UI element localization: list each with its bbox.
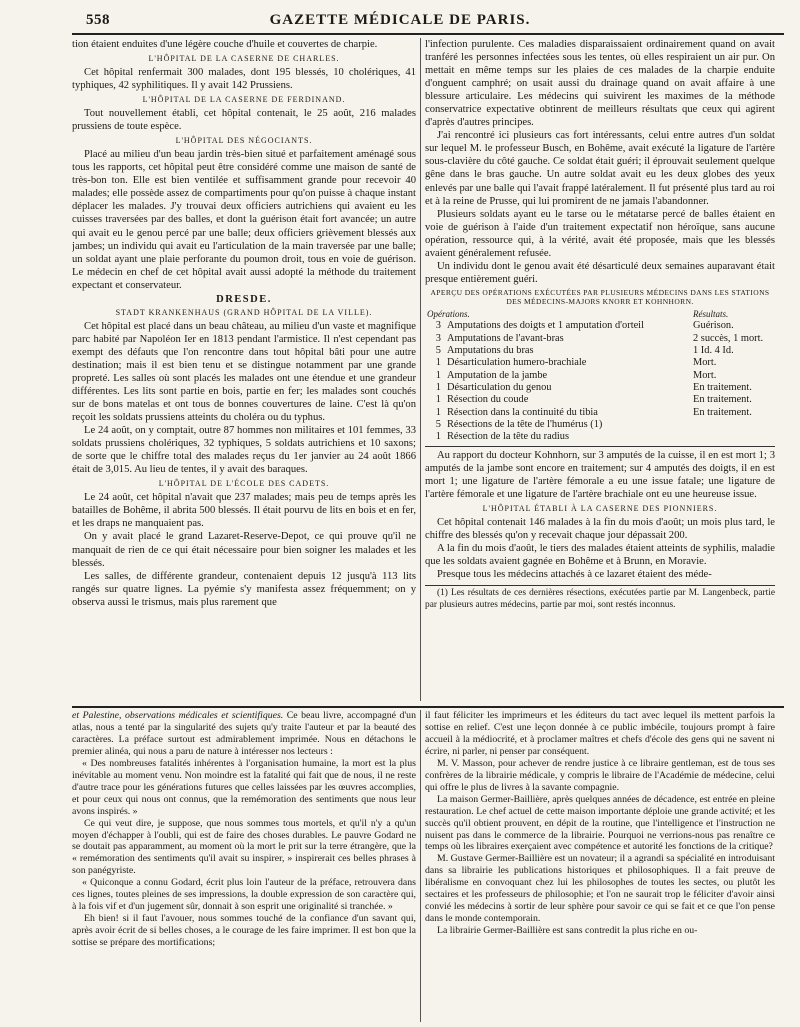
paragraph: A la fin du mois d'août, le tiers des malades étaient atteints de syphilis, maladie que les soldats avaient gagnée en Bohême et à Brunn, en Moravie. <box>425 542 775 567</box>
book-title: et Palestine, observations médicales et scientifiques. <box>72 710 284 721</box>
table-row <box>425 407 775 419</box>
row-count: 1 <box>435 357 441 369</box>
table-header-row <box>425 308 775 320</box>
running-header <box>0 10 800 32</box>
row-operation: Amputations du bras <box>447 344 534 356</box>
row-operation: Désarticulation du genou <box>447 381 552 393</box>
row-operation: Résection de la tête du radius <box>447 431 570 443</box>
row-result: Mort. <box>693 369 717 381</box>
paragraph: tion étaient enduites d'une légère couche d'huile et couvertes de charpie. <box>72 39 378 50</box>
paragraph: Presque tous les médecins attachés à ce lazaret étaient des méde- <box>437 569 712 581</box>
paragraph: La maison Germer-Baillière, après quelques années de décadence, est entrée en pleine restauration. Le chef actuel de cette maison importante déploie une grande activité; et les succès qu'il obtient prouvent, en dépit de la routine, que l'intelligence et l'instruction ne nuisent pas dans le commerce de la librairie. Pourquoi ne verrions-nous pas renaître ce temps où les libraires exerçaient avec compétence et autorité les fonctions de la critique? <box>425 793 775 853</box>
upper-left-column <box>72 38 416 701</box>
paragraph: La librairie Germer-Baillière est sans contredit la plus riche en ou- <box>437 925 698 937</box>
row-result: En traitement. <box>693 406 752 418</box>
row-count: 1 <box>435 394 441 406</box>
row-count: 3 <box>435 320 441 332</box>
table-row <box>425 345 775 357</box>
footnote: (1) Les résultats de ces dernières résections, exécutées partie par M. Langenbeck, partie par plusieurs autres médecins, partie par moi, sont restés inconnus. <box>425 588 775 610</box>
paragraph: Le 24 août, cet hôpital n'avait que 237 malades; mais peu de temps après les batailles de Bohême, il abrita 500 blessés. Il était pourvu de lits en bois et en fer, et les draps ne manquaient pas. <box>72 492 416 530</box>
row-result: Guérison. <box>693 320 734 332</box>
paragraph: Plusieurs soldats ayant eu le tarse ou le métatarse percé de balles étaient en voie de guérison à l'aide d'un traitement expectatif non héroïque, sans aucune opération, ressource qui, à la vérité, avait été proposée, mais que les blessés avaient généralement refusée. <box>425 208 775 259</box>
paragraph-text: Ce beau livre, accompagné d'un atlas, nous a tenté par la singularité des sujets qu'y traite l'auteur et par la beauté des caractères. La préface surtout est admirablement imprimée. Nous en détachons le premier alinéa, qui nous a paru de nature à intéresser nos lecteurs : <box>72 710 416 757</box>
row-result: 2 succès, 1 mort. <box>693 332 764 344</box>
paragraph: Cet hôpital contenait 146 malades à la fin du mois d'août; un mois plus tard, le chiffre des blessés qu'on y recevait chaque jour dépassait 200. <box>425 516 775 541</box>
row-operation: Amputation de la jambe <box>447 369 548 381</box>
paragraph: Placé au milieu d'un beau jardin très-bien situé et parfaitement aménagé sous tous les rapports, cet hôpital peut être considéré comme une maison de santé de très-bon ton. Elle est bien ventilée et suffisamment grande pour recevoir 40 malades; elle possède assez de compartiments pour qu'on puisse à chaque instant déplacer les malades. J'y trouvai deux officiers autrichiens qui avaient eu les cuisses traversées par des balles, et dont la guérison était fort avancée; un autre qui avait eu le genou percé par une balle; deux officiers grièvement blessés aux jambes; un individu qui avait eu l'articulation de la main traversée par une balle; un soldat ayant une plaie perforante du poumon droit, tous en voie de guérison. Le médecin en chef de cet hôpital avait aussi adopté la méthode du traitement expectant et conservateur. <box>72 149 416 291</box>
table-heading: APERÇU DES OPÉRATIONS EXÉCUTÉES PAR PLUSIEURS MÉDECINS DANS LES STATIONS DES MÉDECINS-MAJORS KNORR ET KOHNHORN. <box>430 287 770 307</box>
paragraph: Cet hôpital est placé dans un beau château, au milieu d'un vaste et magnifique parc habité par Napoléon Ier en 1813 pendant l'armistice. Il n'est cependant pas exempt des défauts que l'on rencontre dans tout hôpital bâti pour une autre destination; mais il est bien tenu et se distingue notamment par une grande propreté. Les salles où sont placés les malades ont une étendue et une grandeur différentes. Les lits sont partie en bois, partie en fer; les malades sont couchés sur de bons matelas et ont tous de bonnes couvertures de laine. C'est là qu'on reçoit les soldats prussiens atteints du choléra ou du typhus. <box>72 320 416 424</box>
page-number: 558 <box>86 12 110 28</box>
paragraph: M. Gustave Germer-Baillière est un novateur; il a agrandi sa spécialité en introduisant dans sa librairie les publications historiques et philosophiques. Il a fait preuve de libéralisme en convoquant chez lui les philosophes de toutes les sectes, ou plutôt les sectaires et les professeurs de philosophie; et l'on ne saurait trop le féliciter d'avoir ainsi convié les médecins à sortir de leur sphère pour savoir ce qui se fait et ce que l'on pense dans le monde contemporain. <box>425 853 775 925</box>
table-row <box>425 320 775 332</box>
row-count: 5 <box>435 344 441 356</box>
row-result: Mort. <box>693 357 717 369</box>
paragraph: Le 24 août, on y comptait, outre 87 hommes non militaires et 101 femmes, 33 soldats prussiens cholériques, 32 typhiques, 5 soldats autrichiens et 10 saxons; de sorte que le chiffre total des malades reçus du 1er janvier au 24 août 1866 était de 3,015. Au lieu de tentes, il y avait des baraques. <box>72 425 416 476</box>
lower-left-column <box>72 710 416 1022</box>
column-header-results: Résultats. <box>693 308 729 319</box>
paragraph: M. V. Masson, pour achever de rendre justice à ce libraire gentleman, est de tous ses confrères de la librairie médicale, y compris le libraire de l'Académie de médecine, celui qui offre le plus de livres à la savante compagnie. <box>425 757 775 793</box>
footnote-rule <box>425 585 775 586</box>
table-row <box>425 357 775 369</box>
row-count: 3 <box>435 332 441 344</box>
section-heading: L'HÔPITAL DES NÉGOCIANTS. <box>175 136 313 146</box>
operations-summary <box>425 288 775 447</box>
row-operation: Résection dans la continuité du tibia <box>447 406 598 418</box>
paragraph: Au rapport du docteur Kohnhorn, sur 3 amputés de la cuisse, il en est mort 1; 3 amputés de la jambe sont encore en traitement; sur 4 amputés des doigts, il en est mort 1; une ligature de l'artère fémorale a eu une issue fatale; une ligature de l'artère fémorale et une ligature de l'artère brachiale ont eu une heureuse issue. <box>425 449 775 500</box>
row-operation: Désarticulation humero-brachiale <box>447 357 587 369</box>
table-row <box>425 370 775 382</box>
header-rule <box>72 33 784 35</box>
paragraph: Tout nouvellement établi, cet hôpital contenait, le 25 août, 216 malades prussiens de toute espèce. <box>72 108 416 133</box>
table-row <box>425 419 775 431</box>
row-result: En traitement. <box>693 381 752 393</box>
row-operation: Résection du coude <box>447 394 529 406</box>
row-result <box>691 419 775 431</box>
paragraph: Ce qui veut dire, je suppose, que nous sommes tous mortels, et qu'il n'y a qu'un moyen d'échapper à l'oubli, qui est de faire des choses durables. Le pauvre Godard ne se doutait pas apparamment, au moment où la mort le prit sur la terre étrangère, que la « remémoration des sentiments qu'il avait su inspirer, » inspirerait ces belles phrases à son panégyriste. <box>72 817 416 877</box>
table-row <box>425 333 775 345</box>
section-heading: L'HÔPITAL ÉTABLI À LA CASERNE DES PIONNIERS. <box>482 503 718 513</box>
section-heading: L'HÔPITAL DE LA CASERNE DE FERDINAND. <box>142 95 346 105</box>
paragraph: il faut féliciter les imprimeurs et les éditeurs du tact avec lequel ils mettent parfois la sottise en relief. C'est une leçon donnée à ce public imbécile, toujours prompt à faire accueil à la médiocrité, et à proclamer maîtres et chefs d'école des gens qui ne savent ni écrire, ni parler, ni penser par conséquent. <box>425 710 775 757</box>
section-heading: STADT KRANKENHAUS (GRAND HÔPITAL DE LA VILLE). <box>115 307 373 317</box>
operations-table <box>425 308 775 444</box>
article-separator <box>72 706 784 708</box>
row-operation: Amputations des doigts et 1 amputation d'orteil <box>447 320 644 332</box>
row-result: En traitement. <box>693 394 752 406</box>
quotation: « Quiconque a connu Godard, écrit plus loin l'auteur de la préface, retrouvera dans ces lignes, toutes pleines de ses impressions, la double expression de son caractère qui, à la fois vif et d'un jugement sûr, donnait à son esprit une originalité si tranchée. » <box>72 877 416 913</box>
journal-title: GAZETTE MÉDICALE DE PARIS. <box>269 12 531 28</box>
quotation: « Des nombreuses fatalités inhérentes à l'organisation humaine, la mort est la plus inévitable au moment venu. Non moindre est la fatalité qui fait que de nous, il ne reste d'autre trace pour les générations futures que celles laissées par les œuvres accomplies, et pour ceux qui nous ont connus, que la remémoration des sentiments que nous leur avons inspirés. » <box>72 757 416 817</box>
row-count: 1 <box>435 369 441 381</box>
paragraph: Les salles, de différente grandeur, contenaient depuis 12 jusqu'à 113 lits rangés sur quatre lignes. La pyémie s'y manifesta assez fréquemment; on y observa aussi le trismus, mais plus rarement que <box>72 570 416 608</box>
row-count: 5 <box>435 418 441 430</box>
paragraph: Cet hôpital renfermait 300 malades, dont 195 blessés, 10 cholériques, 41 typhiques, 42 syphilitiques. Il y avait 142 Prussiens. <box>72 67 416 92</box>
paragraph <box>72 710 416 758</box>
row-operation: Résections de la tête de l'humérus (1) <box>447 418 603 430</box>
paragraph: l'infection purulente. Ces maladies disparaissaient ordinairement quand on avait tranféré les personnes infectées sous les tentes, où elles respiraient un air pur. On mettait en même temps sur les plaies de ces malades de la charpie enduite d'onguent camphré; on usait aussi du drainage quand on avait affaire à une blessure articulaire. Les médecins qui suivirent les maximes de la méthode conservatrice expectative obtinrent de meilleurs résultats que ceux qui agirent d'après d'autres principes. <box>425 39 775 129</box>
row-operation: Amputations de l'avant-bras <box>447 332 564 344</box>
table-row <box>425 431 775 443</box>
column-divider <box>420 38 421 701</box>
section-heading: L'HÔPITAL DE L'ÉCOLE DES CADETS. <box>158 479 330 489</box>
paragraph: J'ai rencontré ici plusieurs cas fort intéressants, celui entre autres d'un soldat sur lequel M. le professeur Busch, en Bohême, avait exécuté la ligature de l'artère sous-clavière du côté gauche. Ce soldat était guéri; il éprouvait seulement quelque gêne dans le bras gauche. Un autre soldat avait eu les deux globes des yeux enlevés par une balle qui l'avait frappé latéralement. Il fut présenté plus tard au roi et à la reine de Prusse, qui lui promirent de ne jamais l'abandonner. <box>425 130 775 207</box>
upper-right-column <box>425 38 775 701</box>
row-count: 1 <box>435 381 441 393</box>
paragraph: Un individu dont le genou avait été désarticulé deux semaines auparavant était presque entièrement guéri. <box>425 260 775 285</box>
row-count: 1 <box>435 431 441 443</box>
lower-right-column <box>425 710 775 1022</box>
column-divider <box>420 710 421 1022</box>
table-row <box>425 382 775 394</box>
paragraph: Eh bien! si il faut l'avouer, nous sommes touché de la confiance d'un savant qui, après avoir écrit de si belles choses, a le courage de les faire imprimer. Il est bon que la sottise se prépare des mortifications; <box>72 913 416 949</box>
paragraph: On y avait placé le grand Lazaret-Reserve-Depot, ce qui prouve qu'il ne manquait de rien de ce qui était nécessaire pour bien soigner les malades et les blessés. <box>72 531 416 569</box>
city-heading: DRESDE. <box>216 293 272 305</box>
row-result: 1 Id. 4 Id. <box>693 344 734 356</box>
row-result <box>691 431 775 443</box>
table-row <box>425 394 775 406</box>
section-heading: L'HÔPITAL DE LA CASERNE DE CHARLES. <box>148 54 340 64</box>
row-count: 1 <box>435 406 441 418</box>
column-header-operations: Opérations. <box>427 308 470 319</box>
